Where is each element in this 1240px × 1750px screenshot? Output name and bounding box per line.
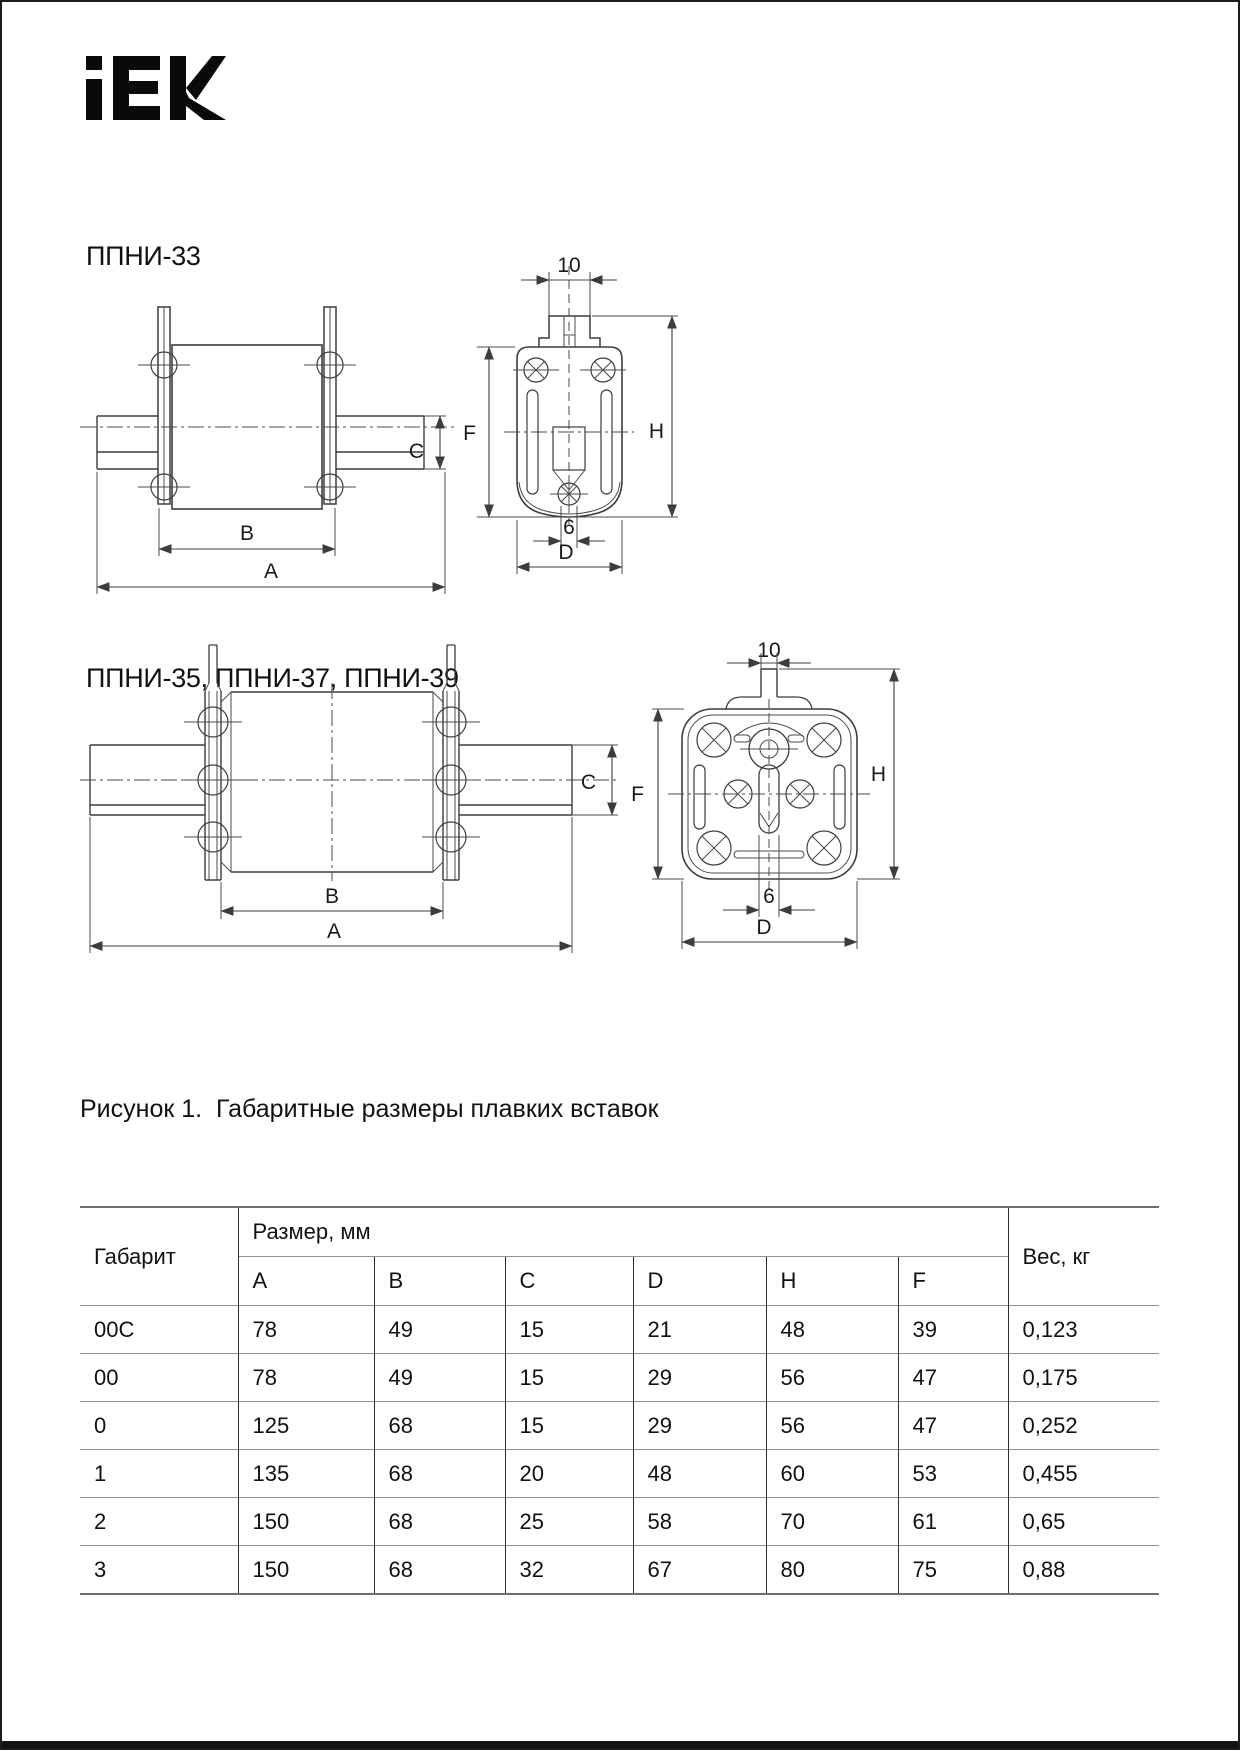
footer-bar (2, 1741, 1238, 1748)
ppni33-front-view (463, 254, 678, 574)
dim-label-6-2: 6 (763, 885, 775, 908)
cell-c: 32 (505, 1546, 633, 1595)
dim-label-c: C (408, 440, 424, 463)
ppni35-side-view (80, 645, 620, 953)
cell-weight: 0,175 (1008, 1354, 1159, 1402)
cell-gabarit: 1 (80, 1450, 238, 1498)
dim-label-a: A (263, 560, 279, 583)
table-header-row-1 (80, 1207, 1159, 1257)
header-dim-c: C (505, 1257, 633, 1306)
cell-c: 25 (505, 1498, 633, 1546)
cell-h: 48 (766, 1306, 898, 1354)
cell-weight: 0,123 (1008, 1306, 1159, 1354)
blade-tab-2 (761, 669, 777, 697)
cell-f: 53 (898, 1450, 1008, 1498)
cell-f: 47 (898, 1402, 1008, 1450)
cell-a: 150 (238, 1546, 374, 1595)
header-dim-h: H (766, 1257, 898, 1306)
cell-a: 78 (238, 1306, 374, 1354)
cell-d: 58 (633, 1498, 766, 1546)
drawing-ppni-33 (72, 232, 664, 607)
cell-weight: 0,65 (1008, 1498, 1159, 1546)
cell-d: 29 (633, 1354, 766, 1402)
cell-d: 29 (633, 1402, 766, 1450)
left-slot (527, 390, 538, 494)
dim-label-6: 6 (563, 516, 575, 539)
dim-label-h2: H (870, 763, 886, 786)
cell-a: 135 (238, 1450, 374, 1498)
header-weight: Вес, кг (1008, 1207, 1159, 1306)
table-row (80, 1450, 1159, 1498)
cell-f: 75 (898, 1546, 1008, 1595)
section-title-ppni-33: ППНИ-33 (86, 241, 201, 271)
cell-weight: 0,88 (1008, 1546, 1159, 1595)
header-dim-b: B (374, 1257, 505, 1306)
cell-weight: 0,252 (1008, 1402, 1159, 1450)
cell-h: 60 (766, 1450, 898, 1498)
header-dim-f: F (898, 1257, 1008, 1306)
right-slot (601, 390, 612, 494)
cell-f: 47 (898, 1354, 1008, 1402)
cell-a: 125 (238, 1402, 374, 1450)
cell-weight: 0,455 (1008, 1450, 1159, 1498)
dimensions-table (80, 1206, 1159, 1595)
dim-label-b: B (239, 522, 255, 545)
cell-d: 48 (633, 1450, 766, 1498)
ppni35-front-view (631, 639, 900, 949)
table-row (80, 1498, 1159, 1546)
dim-label-f: F (463, 422, 476, 445)
cell-b: 49 (374, 1306, 505, 1354)
cell-h: 56 (766, 1354, 898, 1402)
dim-label-10-2: 10 (757, 639, 781, 662)
iek-logo (86, 56, 226, 120)
cell-a: 78 (238, 1354, 374, 1402)
cell-h: 80 (766, 1546, 898, 1595)
table-row (80, 1306, 1159, 1354)
header-size-group: Размер, мм (238, 1207, 1008, 1257)
cell-c: 15 (505, 1354, 633, 1402)
dim-label-d: D (558, 541, 574, 564)
cell-gabarit: 0 (80, 1402, 238, 1450)
cell-gabarit: 00C (80, 1306, 238, 1354)
cell-d: 21 (633, 1306, 766, 1354)
dim-label-d2: D (756, 916, 772, 939)
cell-b: 49 (374, 1354, 505, 1402)
cell-gabarit: 00 (80, 1354, 238, 1402)
cell-f: 61 (898, 1498, 1008, 1546)
dim-label-b2: B (324, 885, 340, 908)
cell-b: 68 (374, 1402, 505, 1450)
header-dim-a: A (238, 1257, 374, 1306)
iek-logo-glyphs (86, 56, 226, 120)
header-dim-d: D (633, 1257, 766, 1306)
dim-label-h: H (648, 420, 664, 443)
table-header-row-2 (80, 1257, 1159, 1306)
cell-f: 39 (898, 1306, 1008, 1354)
cell-h: 70 (766, 1498, 898, 1546)
dim-label-c2: C (580, 771, 596, 794)
cell-c: 20 (505, 1450, 633, 1498)
cell-gabarit: 2 (80, 1498, 238, 1546)
dim-label-10: 10 (557, 254, 581, 277)
cell-d: 67 (633, 1546, 766, 1595)
cell-b: 68 (374, 1450, 505, 1498)
header-gabarit: Габарит (94, 1243, 176, 1269)
bolt-circles (151, 352, 343, 500)
cell-c: 15 (505, 1402, 633, 1450)
cell-a: 150 (238, 1498, 374, 1546)
dim-label-f2: F (631, 783, 644, 806)
ppni33-side-view (80, 307, 454, 594)
section-title-ppni-35-37-39: ППНИ-35, ППНИ-37, ППНИ-39 (86, 663, 459, 693)
table-row (80, 1402, 1159, 1450)
table-row (80, 1546, 1159, 1595)
dim-label-a2: A (326, 920, 342, 943)
cell-c: 15 (505, 1306, 633, 1354)
cell-gabarit: 3 (80, 1546, 238, 1595)
cell-b: 68 (374, 1546, 505, 1595)
cell-h: 56 (766, 1402, 898, 1450)
cell-b: 68 (374, 1498, 505, 1546)
table-row (80, 1354, 1159, 1402)
drawing-ppni-35-37-39 (72, 637, 912, 977)
figure-caption: Рисунок 1. Габаритные размеры плавких вставок (80, 1095, 659, 1123)
